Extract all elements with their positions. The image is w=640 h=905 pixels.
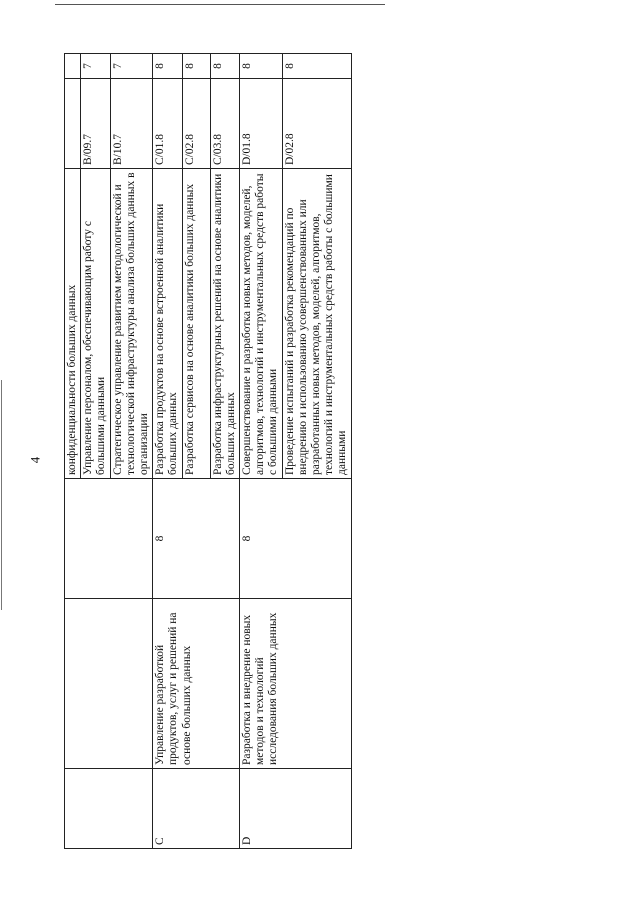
- table-row: [240, 54, 283, 849]
- page-number: 4: [27, 456, 43, 464]
- func-name-cell: Разработка сервисов на основе аналитики больших данных: [182, 169, 210, 479]
- func-code-cell: D/01.8: [240, 79, 283, 169]
- scan-edge-top: [55, 4, 385, 5]
- func-level-cell: 8: [210, 54, 239, 79]
- func-code-cell: B/09.7: [81, 79, 110, 169]
- func-code-cell: C/01.8: [153, 79, 182, 169]
- func-level-cell: 8: [153, 54, 182, 79]
- gen-func-level-cell: 8: [240, 479, 352, 599]
- rotated-table-wrapper: [64, 54, 349, 849]
- functions-table: [64, 53, 352, 849]
- func-level-cell: 8: [282, 54, 351, 79]
- func-name-cell: конфиденциальности больших данных: [65, 169, 81, 479]
- func-name-cell: Управление персоналом, обеспечивающим работу с большими данными: [81, 169, 110, 479]
- func-name-cell: Разработка инфраструктурных решений на основе аналитики больших данных: [210, 169, 239, 479]
- func-code-cell: B/10.7: [110, 79, 153, 169]
- gen-func-level-cell: [65, 479, 153, 599]
- func-code-cell: C/03.8: [210, 79, 239, 169]
- func-name-cell: Проведение испытаний и разработка рекомендаций по внедрению и использованию усовершенствованных или разработанных новых методов, моделей, алгоритмов, технологий и инструментальных средств работы с большими данными: [282, 169, 351, 479]
- func-level-cell: [65, 54, 81, 79]
- func-level-cell: 7: [110, 54, 153, 79]
- scan-edge-left: [1, 380, 2, 610]
- gen-func-level-cell: 8: [153, 479, 240, 599]
- gen-func-name-cell: Разработка и внедрение новых методов и технологий исследования больших данных: [240, 599, 352, 769]
- func-code-cell: [65, 79, 81, 169]
- func-level-cell: 7: [81, 54, 110, 79]
- table-row: [65, 54, 81, 849]
- func-level-cell: 8: [182, 54, 210, 79]
- gen-func-name-cell: [65, 599, 153, 769]
- gen-func-name-cell: Управление разработкой продуктов, услуг и решений на основе больших данных: [153, 599, 240, 769]
- func-code-cell: C/02.8: [182, 79, 210, 169]
- func-name-cell: Совершенствование и разработка новых методов, моделей, алгоритмов, технологий и инструментальных средств работы с большими данными: [240, 169, 283, 479]
- gen-func-code-cell: D: [240, 769, 352, 849]
- gen-func-code-cell: [65, 769, 153, 849]
- table-row: [153, 54, 182, 849]
- func-name-cell: Стратегическое управление развитием методологической и технологической инфраструктуры анализа больших данных в организации: [110, 169, 153, 479]
- func-code-cell: D/02.8: [282, 79, 351, 169]
- func-name-cell: Разработка продуктов на основе встроенной аналитики больших данных: [153, 169, 182, 479]
- gen-func-code-cell: C: [153, 769, 240, 849]
- func-level-cell: 8: [240, 54, 283, 79]
